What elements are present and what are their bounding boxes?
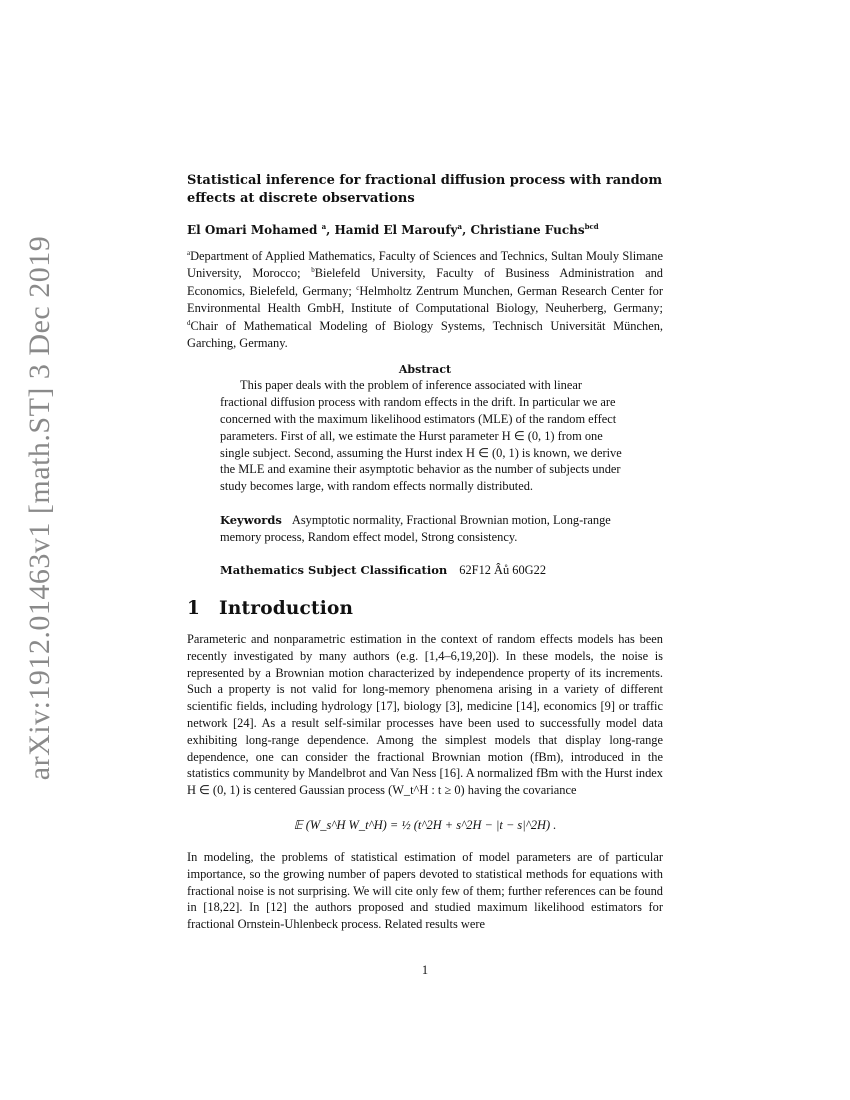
affil-marker: b: [311, 266, 315, 275]
affil-text: Department of Applied Mathematics, Faculty of Sciences and Technics, Sultan Mouly Slimane University, Morocco;: [187, 249, 663, 281]
affil-text: Helmholtz Zentrum Munchen, German Research Center for Environmental Health GmbH, Institute of Computational Biology, Neuherberg, Germany;: [187, 283, 663, 316]
keywords-label: Keywords: [220, 513, 282, 528]
covariance-equation: 𝔼 (W_s^H W_t^H) = ½ (t^2H + s^2H − |t − s|^2H) .: [293, 817, 557, 832]
section-heading: [187, 598, 663, 619]
author-affil-marker: a: [321, 222, 327, 231]
keywords: [220, 512, 630, 546]
intro-paragraph-1: Parameteric and nonparametric estimation in the context of random effects models has been recently investigated by many authors (e.g. [1,4–6,19,20]). In these models, the noise is represented by a Brownian motion characterized by independence property of its increments. Such a property is not valid for long-memory phenomena arising in a variety of different scientific fields, including hydrology [17], biology [3], medicine [14], economics [9] or traffic network [24]. As a result self-similar processes have been used to successfully model data exhibiting long-range dependence. Among the simplest models that display long-range dependence, one can consider the fractional Brownian motion (fBm), introduced in the statistics community by Mandelbrot and Van Ness [16]. A normalized fBm with the Hurst index H ∈ (0, 1) is centered Gaussian process (W_t^H : t ≥ 0) having the covariance: [187, 632, 663, 798]
affiliations: [187, 248, 663, 352]
arxiv-identifier: [18, 235, 62, 781]
author-affil-marker: bcd: [584, 222, 599, 231]
author-name: Christiane Fuchs: [470, 223, 585, 237]
section-title: Introduction: [219, 598, 354, 620]
msc-codes: 62F12 Âů 60G22: [459, 563, 547, 578]
keywords-text: Asymptotic normality, Fractional Brownian motion, Long-range memory process, Random effect model, Strong consistency.: [220, 513, 611, 545]
section-number: 1: [187, 598, 201, 620]
paper-page: [187, 172, 663, 933]
intro-paragraph-2: In modeling, the problems of statistical estimation of model parameters are of particular importance, so the growing number of papers devoted to statistical methods for equations with fractional noise is not surprising. We will cite only few of them; further references can be found in [18,22]. In [12] the authors proposed and studied maximum likelihood estimators for fractional Ornstein-Uhlenbeck process. Related results were: [187, 849, 663, 932]
author-affil-marker: a: [457, 222, 463, 231]
author-name: El Omari Mohamed: [187, 223, 322, 237]
affil-text: Bielefeld University, Faculty of Business Administration and Economics, Bielefeld, Germany;: [187, 266, 664, 298]
arxiv-identifier-text: arXiv:1912.01463v1 [math.ST] 3 Dec 2019: [23, 235, 57, 781]
author-separator: ,: [462, 223, 471, 237]
abstract-body: This paper deals with the problem of inference associated with linear fractional diffusion process with random effects in the drift. In particular we are concerned with the maximum likelihood estimators (MLE) of the random effect parameters. First of all, we estimate the Hurst parameter H ∈ (0, 1) from one single subject. Second, assuming the Hurst index H ∈ (0, 1) is known, we derive the MLE and examine their asymptotic behavior as the number of subjects under study becomes large, with random effects normally distributed.: [220, 378, 622, 494]
page-number: 1: [421, 963, 429, 977]
author-separator: ,: [326, 223, 335, 237]
affil-marker: a: [187, 248, 191, 257]
affil-text: Chair of Mathematical Modeling of Biology Systems, Technisch Universität München, Garching, Germany.: [187, 318, 663, 351]
affil-marker: c: [356, 283, 360, 292]
paper-title: Statistical inference for fractional diffusion process with random effects at discrete observations: [187, 173, 663, 206]
author-list: [187, 222, 663, 238]
msc-label: Mathematics Subject Classification: [220, 563, 448, 578]
affil-marker: d: [187, 318, 191, 327]
subject-classification: [220, 563, 663, 578]
author-name: Hamid El Maroufy: [334, 223, 458, 237]
abstract-heading: Abstract: [398, 363, 452, 377]
